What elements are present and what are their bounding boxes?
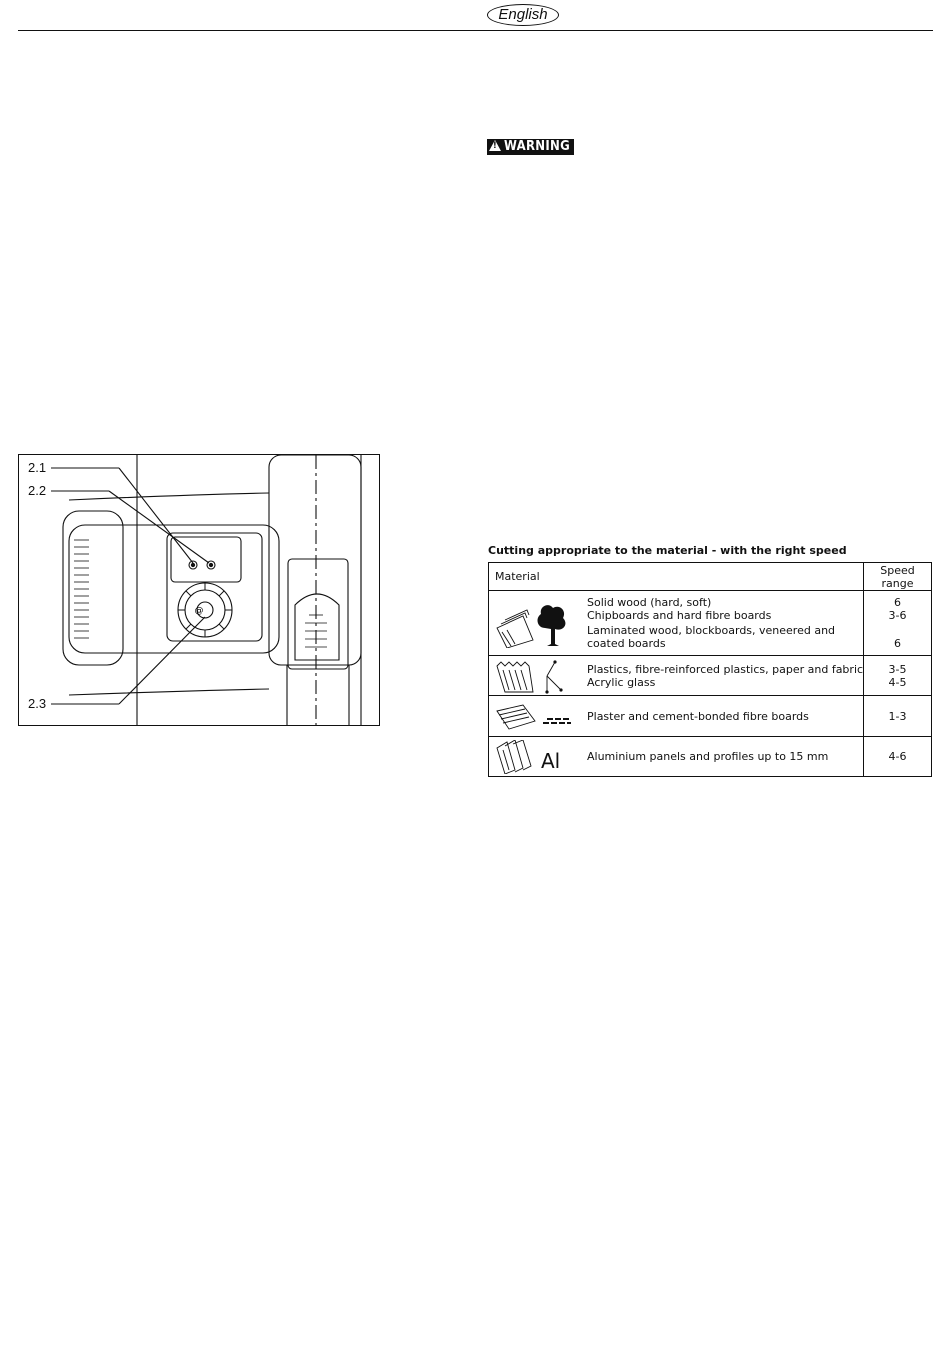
table-row bbox=[489, 591, 932, 656]
plastic-icon bbox=[493, 658, 573, 694]
material-line: Solid wood (hard, soft) bbox=[587, 596, 712, 609]
callout-2-1: 2.1 bbox=[28, 460, 47, 475]
header-rule bbox=[18, 30, 933, 31]
speed-cell bbox=[864, 737, 932, 777]
material-line: Laminated wood, blockboards, veneered and bbox=[587, 624, 836, 637]
speed-value bbox=[864, 622, 931, 637]
warning-label bbox=[487, 139, 574, 155]
wood-tree-icon bbox=[493, 598, 573, 648]
plaster-icon bbox=[493, 701, 573, 731]
material-cell bbox=[489, 656, 864, 696]
speed-value: 3-5 bbox=[888, 662, 907, 676]
table-title: Cutting appropriate to the material - with the right speed bbox=[488, 544, 847, 557]
speed-cell bbox=[864, 591, 932, 656]
table-header-row bbox=[489, 563, 932, 591]
material-cell bbox=[489, 737, 864, 777]
table-row bbox=[489, 737, 932, 777]
callout-2-3: 2.3 bbox=[28, 696, 47, 711]
material-line: Chipboards and hard fibre boards bbox=[587, 609, 772, 622]
warning-triangle-icon bbox=[489, 140, 501, 151]
material-cell bbox=[489, 696, 864, 737]
speed-table bbox=[488, 562, 932, 777]
material-line: Acrylic glass bbox=[587, 675, 656, 689]
warning-text: WARNING bbox=[504, 139, 571, 154]
material-cell bbox=[489, 591, 864, 656]
speed-value: 1-3 bbox=[888, 709, 907, 723]
material-line: coated boards bbox=[587, 637, 666, 650]
speed-dial-figure bbox=[18, 454, 380, 726]
material-line: Plastics, fibre-reinforced plastics, paper and fabric bbox=[587, 662, 864, 676]
material-header: Material bbox=[489, 563, 864, 591]
material-line: Aluminium panels and profiles up to 15 mm bbox=[587, 750, 829, 763]
speed-value: 6 bbox=[894, 637, 902, 650]
speed-header: Speed range bbox=[864, 563, 932, 591]
table-row bbox=[489, 656, 932, 696]
material-line: Plaster and cement-bonded fibre boards bbox=[587, 709, 809, 723]
speed-cell bbox=[864, 696, 932, 737]
callout-2-2: 2.2 bbox=[28, 483, 47, 498]
aluminium-symbol: Al bbox=[541, 748, 561, 773]
speed-value: 6 bbox=[894, 596, 902, 609]
aluminium-icon bbox=[493, 740, 573, 774]
table-row bbox=[489, 696, 932, 737]
dial-letter: @ bbox=[194, 606, 204, 616]
speed-cell bbox=[864, 656, 932, 696]
speed-value: 4-6 bbox=[888, 750, 907, 763]
figure-drawing bbox=[19, 455, 380, 726]
language-badge: English bbox=[487, 4, 559, 26]
speed-value: 4-5 bbox=[888, 675, 907, 689]
speed-value: 3-6 bbox=[888, 609, 907, 622]
